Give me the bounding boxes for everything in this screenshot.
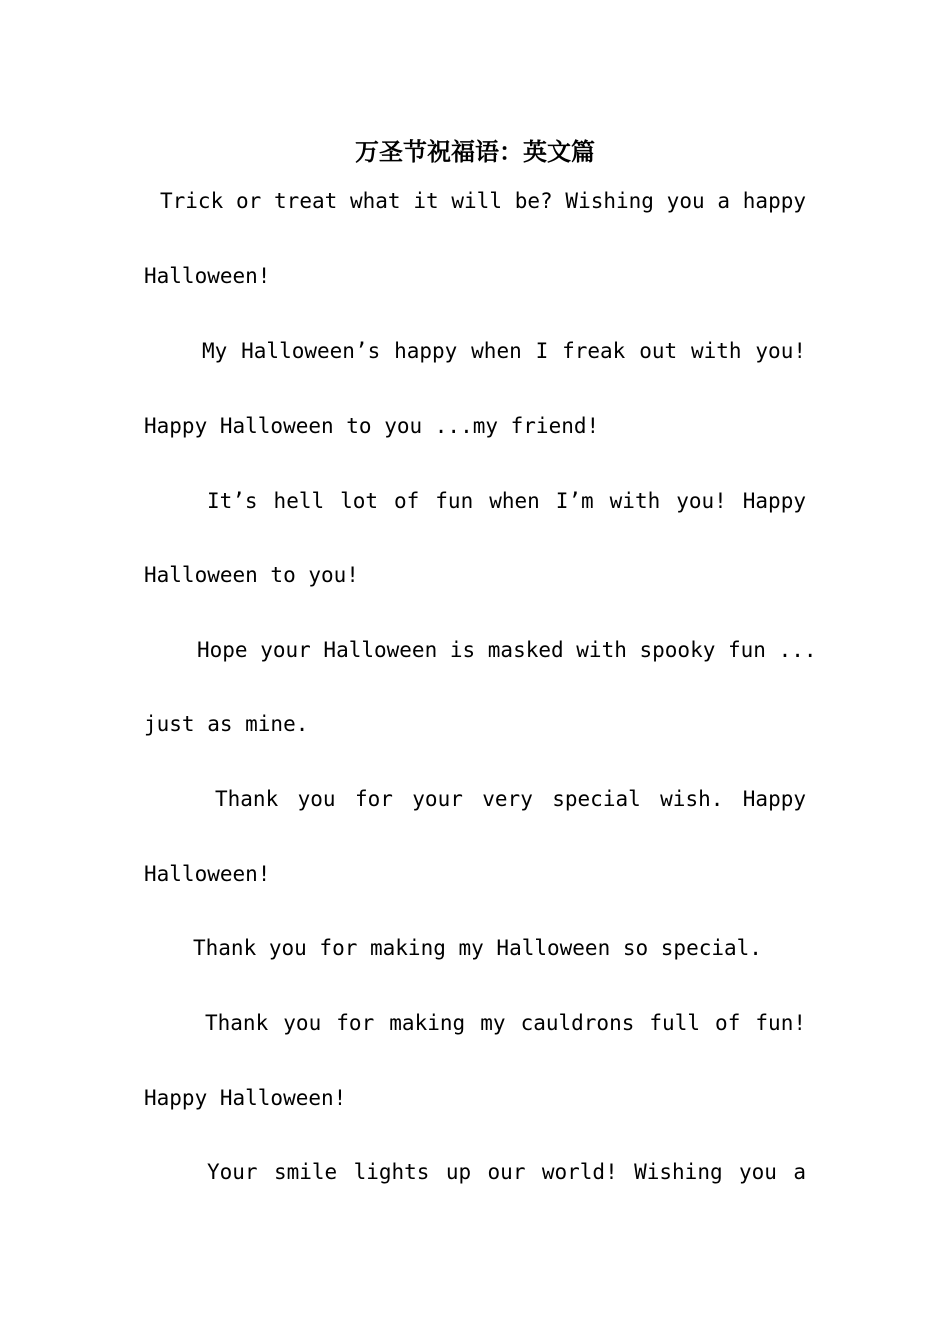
paragraph-line: It’s hell lot of fun when I’m with you! Happy: [207, 489, 806, 513]
paragraph-line: Thank you for your very special wish. Happy: [215, 787, 806, 811]
paragraph-line: Halloween to you!: [144, 563, 359, 587]
paragraph-line: Thank you for making my cauldrons full of fun!: [205, 1011, 806, 1035]
paragraph-line: My Halloween’s happy when I freak out with you!: [202, 339, 806, 363]
paragraph-line: Your smile lights up our world! Wishing you a: [207, 1160, 806, 1184]
document-title: 万圣节祝福语：英文篇: [355, 138, 595, 166]
paragraph-line: just as mine.: [144, 712, 309, 736]
paragraph-line: Thank you for making my Halloween so special.: [193, 936, 762, 960]
paragraph-line: Happy Halloween!: [144, 1086, 347, 1110]
paragraph-line: Hope your Halloween is masked with spooky fun ...: [197, 638, 817, 662]
paragraph-line: Halloween!: [144, 264, 271, 288]
paragraph-line: Trick or treat what it will be? Wishing you a happy: [160, 189, 806, 213]
paragraph-line: Halloween!: [144, 862, 271, 886]
paragraph-line: Happy Halloween to you ...my friend!: [144, 414, 600, 438]
